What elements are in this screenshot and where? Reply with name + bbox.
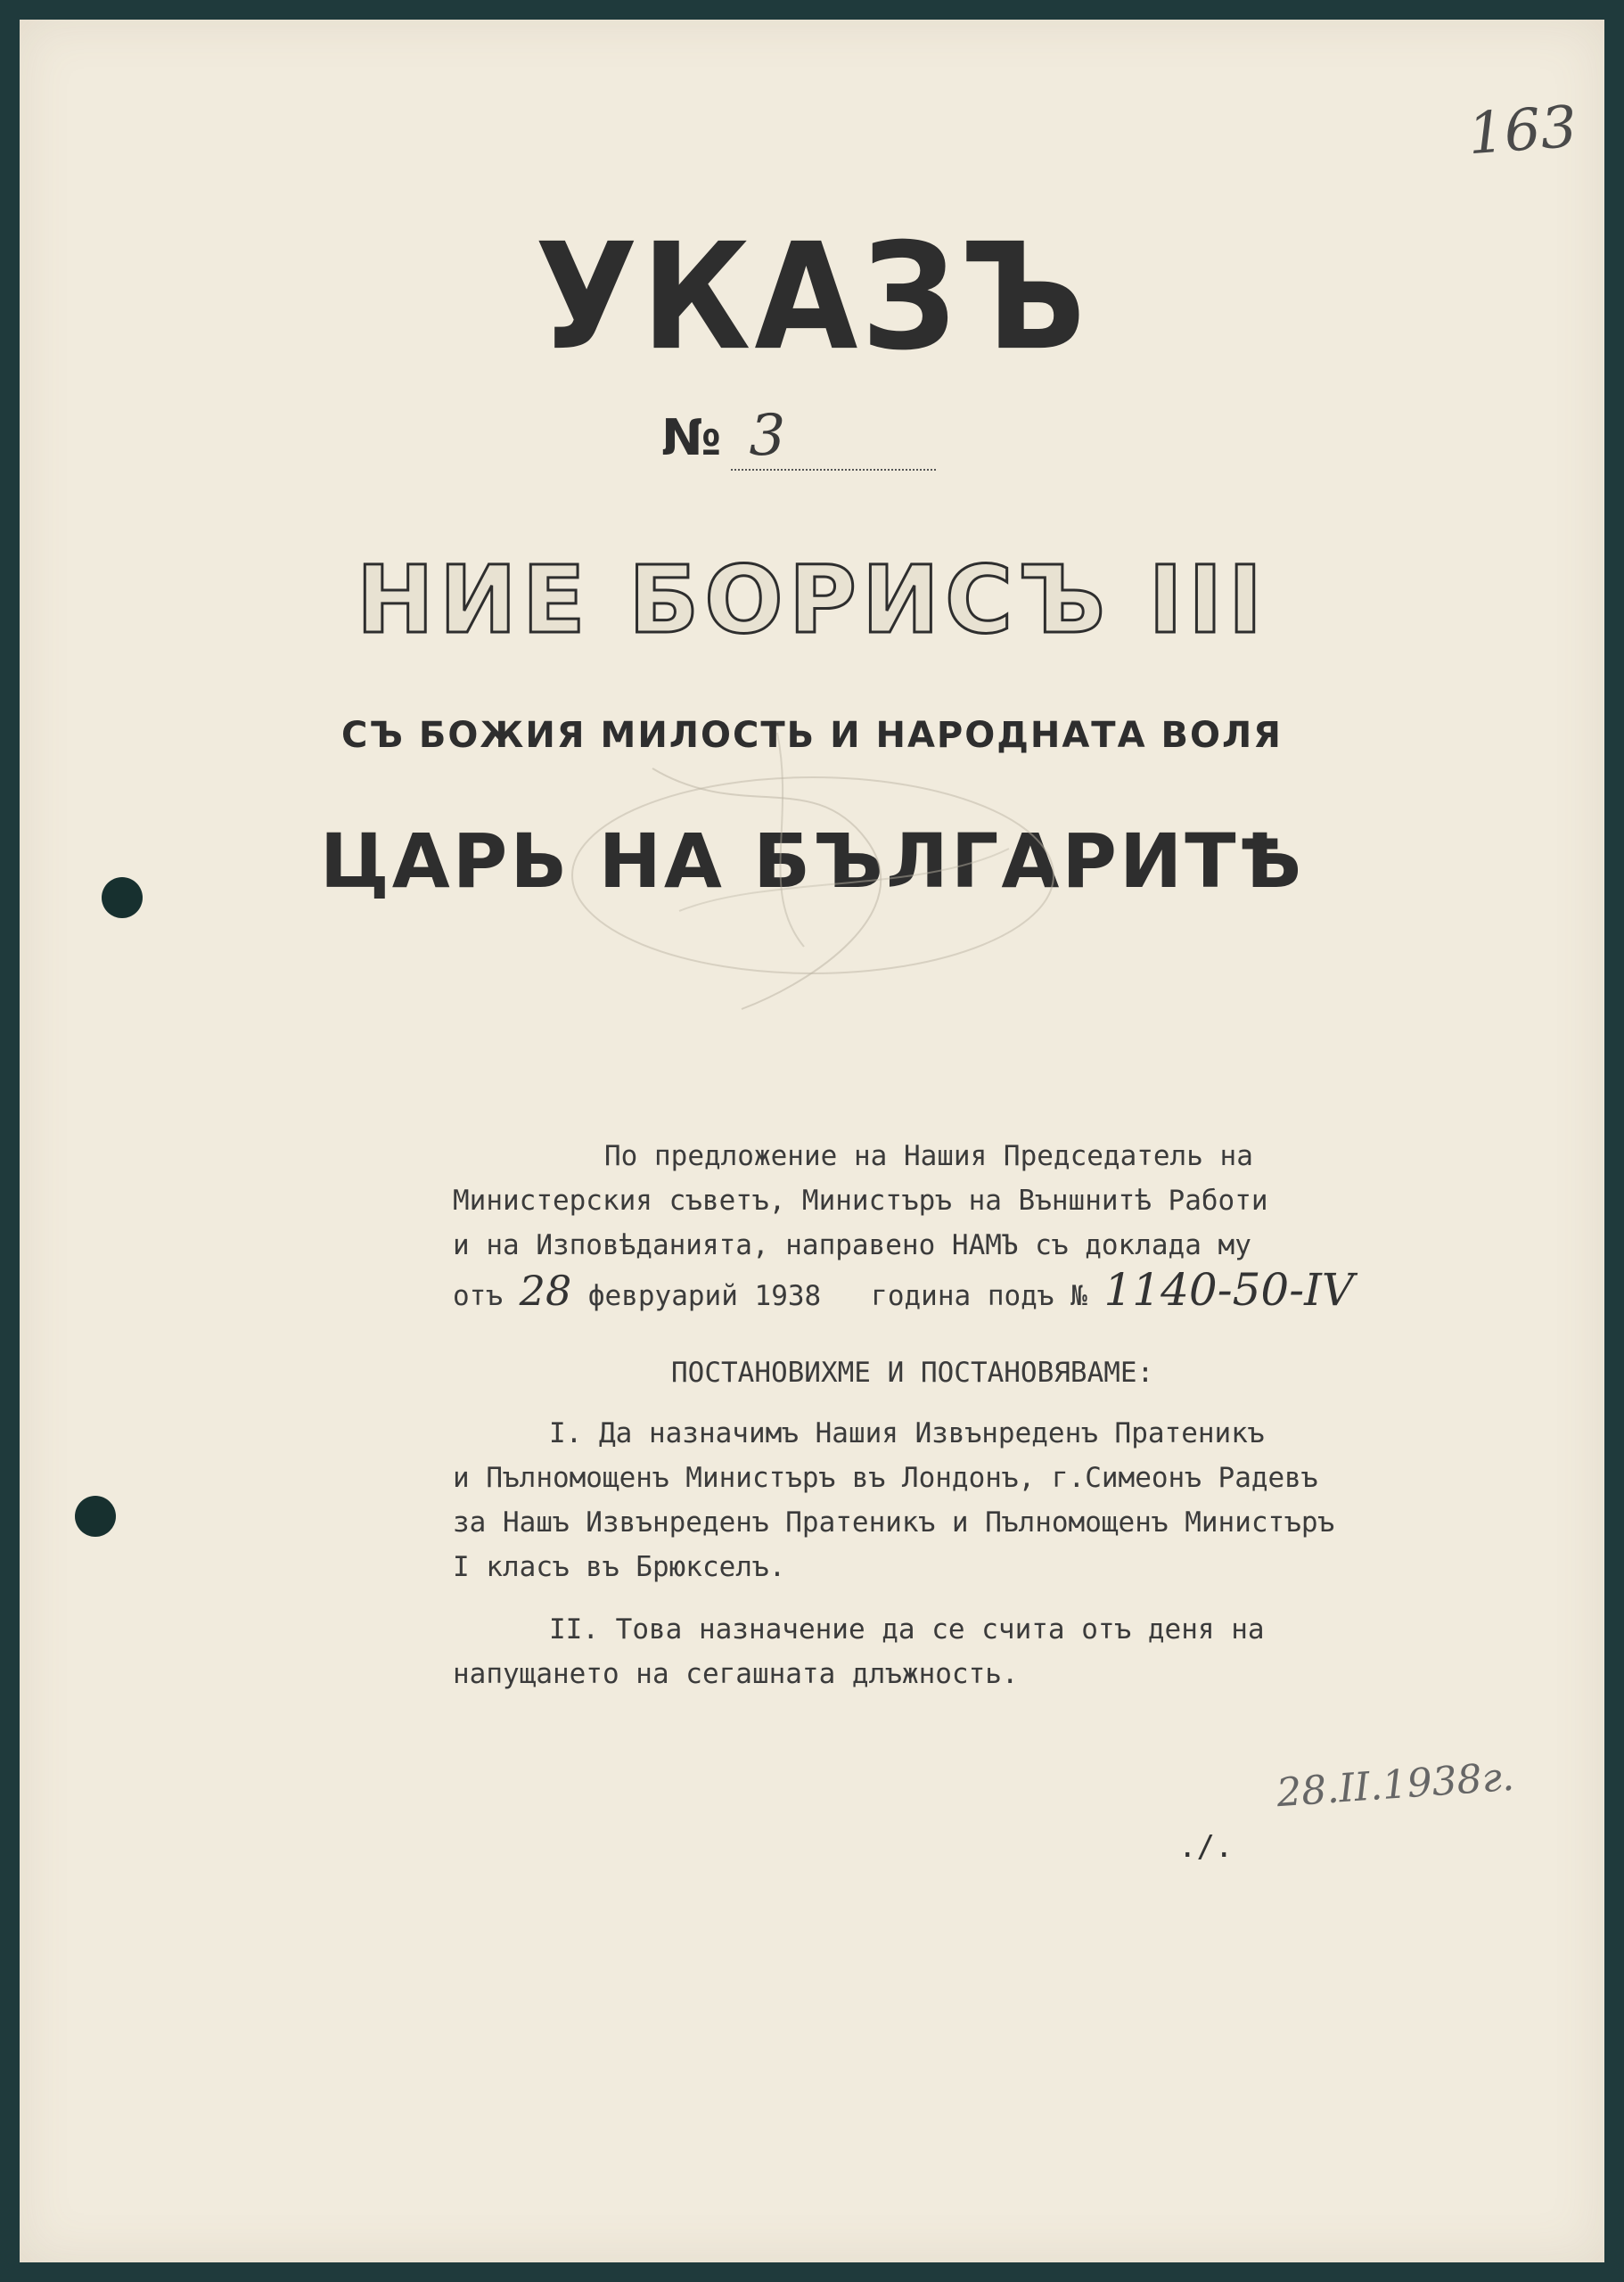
decree-heading: ПОСТАНОВИХМЕ И ПОСТАНОВЯВАМЕ:	[671, 1357, 1154, 1389]
preamble-line	[453, 1264, 1522, 1318]
monarch-name: НИЕ БОРИСЪ III	[356, 546, 1268, 654]
handwritten-day: 28	[519, 1267, 572, 1315]
preamble-line: Министерския съветъ, Министъръ на Външнитѣ Работи	[453, 1185, 1268, 1217]
preamble-line: и на Изповѣданията, направено НАМЪ съ доклада му	[453, 1229, 1251, 1261]
article-1-line: I класъ въ Брюкселъ.	[453, 1551, 786, 1583]
punch-hole	[75, 1496, 116, 1537]
end-mark: ./.	[1178, 1829, 1234, 1865]
document-page	[20, 20, 1604, 2262]
grace-line: СЪ БОЖИЯ МИЛОСТЬ И НАРОДНАТА ВОЛЯ	[341, 715, 1283, 756]
article-2-line: напущането на сегашната длъжность.	[453, 1658, 1019, 1690]
preamble-line: По предложение на Нашия Председатель на	[604, 1140, 1253, 1172]
decree-title: УКАЗЪ	[535, 212, 1089, 383]
preamble-date-text: февруарий 1938 година подъ №	[587, 1280, 1087, 1312]
article-1-line: и Пълномощенъ Министъръ въ Лондонъ, г.Симеонъ Радевъ	[453, 1462, 1318, 1494]
handwritten-date: 28.II.1938г.	[1275, 1753, 1516, 1817]
preamble-from: отъ	[453, 1280, 503, 1312]
article-2-line: II. Това назначение да се счита отъ деня на	[549, 1613, 1265, 1646]
decree-number: 3	[731, 403, 936, 471]
faint-signature-mark	[545, 715, 1098, 1054]
page-number: 163	[1465, 94, 1579, 168]
decree-body	[453, 1134, 1522, 1696]
article-1-line: I. Да назначимъ Нашия Извънреденъ Пратеникъ	[549, 1417, 1265, 1449]
decree-number-line	[661, 403, 936, 471]
number-sign: №	[661, 409, 722, 467]
handwritten-report-number: 1140-50-IV	[1103, 1264, 1355, 1316]
tsar-title: ЦАРЬ НА БЪЛГАРИТѢ	[319, 817, 1305, 905]
article-1-line: за Нашъ Извънреденъ Пратеникъ и Пълномощенъ Министъръ	[453, 1506, 1335, 1539]
